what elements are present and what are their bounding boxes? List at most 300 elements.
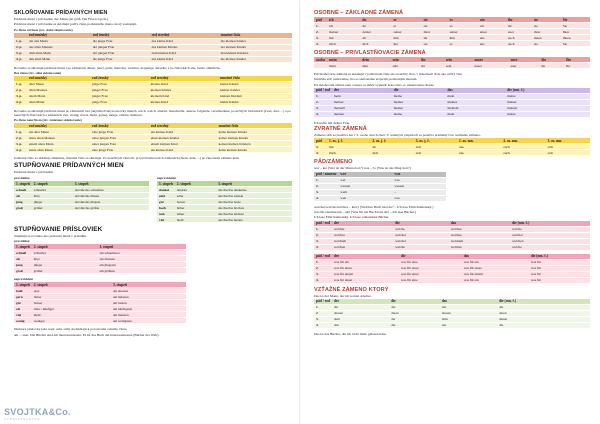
table-cell: keinen kleinen Kindern [217, 141, 292, 147]
table-cell: dem kleinen Kind [150, 50, 219, 56]
table-cell: am ältesten [97, 256, 186, 262]
heading-reflexive-pronouns: ZVRATNÉ ZÁMENÁ [314, 126, 367, 133]
table-cell: mein [332, 93, 392, 99]
table-cell: alt [14, 256, 32, 262]
table-cell: welchen [510, 238, 590, 244]
table-cell: 2. [314, 183, 338, 189]
table-cell: 3. [314, 189, 338, 195]
table-adverb-regular [14, 244, 186, 274]
table-header-cell: der [332, 299, 389, 305]
table-cell: ein kleines Kind [149, 147, 217, 153]
table-header-cell: pád / rod [316, 88, 330, 93]
note-text: Zámeno sich sa používa len v 3. osobe oboch čísel. V ostatných prípadoch sa používa príslušný tvar osobného zámena. [314, 133, 481, 138]
table-cell: mein [445, 93, 505, 99]
table-cell: welcher [332, 226, 393, 232]
table-cell: viel [157, 217, 175, 223]
heading-adjective-declension: SKLOŇOVANIE PRÍDAVNÝCH MIEN [14, 10, 108, 16]
table-header-cell: es [448, 17, 478, 23]
table-cell: seiner [392, 29, 422, 35]
table-cell: wenig [14, 318, 32, 324]
table-cell: was [392, 177, 446, 183]
table-cell: ein kleines Kind [149, 129, 217, 135]
table-cell: altem Mann [27, 93, 90, 99]
table-cell: ihrer [422, 29, 448, 35]
table-cell: der/die/das edelste [216, 193, 292, 199]
table-cell: welcher [510, 232, 590, 238]
table-possessive-declension [314, 88, 590, 118]
table-cell: 4. [314, 150, 327, 156]
table-cell: besser [175, 199, 216, 205]
table-cell: 4. [314, 244, 332, 250]
heading-interrogative: PÁD/ZÁMENO [314, 159, 353, 166]
table-cell: euch [506, 41, 532, 47]
table-cell: Sie [561, 41, 590, 47]
table-cell: dessen [440, 310, 497, 316]
heading-possessive-pronouns: OSOBNÉ – PRIVLASTŇOVACIE ZÁMENÁ [314, 50, 426, 56]
table-cell: 3. p. [14, 50, 27, 56]
intro-text: Prídavné mená v prívlastku: [14, 169, 54, 174]
table-cell: 3. [314, 316, 332, 322]
table-row [314, 150, 590, 156]
table-row [314, 195, 446, 201]
table-cell: keine kleinen Kinder [217, 129, 292, 135]
table-header-cell: euer [509, 57, 540, 63]
table-cell: 1. [314, 177, 338, 183]
table-cell: hoch [157, 205, 175, 211]
table-cell: das [440, 322, 497, 328]
table-cell: der [332, 304, 389, 310]
table-row [314, 111, 590, 117]
table-cell: deren [389, 310, 440, 316]
subheading: Po člene neurčitom (tzv. zmiešané skloňovanie) [14, 118, 82, 123]
subheading: Po člene určitom (tzv. slabé skloňovanie) [14, 27, 73, 32]
table-cell: 2. [314, 310, 332, 316]
table-cell: 1. [314, 93, 332, 99]
table-cell: alter Mann [27, 81, 90, 87]
table-cell: sich [546, 150, 590, 156]
table-header-cell: das [440, 299, 497, 305]
table-cell: euch [501, 144, 545, 150]
table-cell: unser [478, 29, 506, 35]
table-cell: was für ein [332, 259, 399, 265]
table-cell: kleinen Kindes [149, 87, 219, 93]
table-cell: alt [14, 193, 32, 199]
table-cell: wen [338, 195, 392, 201]
table-cell: der kleinen Kinder [219, 44, 292, 50]
table-cell: der/die/das jüngste [73, 199, 149, 205]
table-welcher [314, 221, 590, 251]
table-cell: welches [449, 244, 510, 250]
table-cell: der [389, 316, 440, 322]
table-personal-pronouns [314, 17, 590, 47]
table-cell: welches [449, 232, 510, 238]
table-cell: dem alten Mann [27, 50, 91, 56]
publisher-logo-text: SVOJTKA&Co. [4, 407, 71, 417]
table-cell: der/die/das höchste [216, 205, 292, 211]
table-cell: was für einer [399, 265, 462, 271]
table-header-cell: der [332, 221, 393, 227]
table-cell: junger Frau [90, 93, 149, 99]
table-cell: das [440, 304, 497, 310]
table-cell: einer jungen Frau [90, 135, 149, 141]
table-header-cell: rod mužský [27, 123, 90, 129]
table-cell: sich [414, 150, 457, 156]
table-cell: mir [327, 144, 370, 150]
table-header-cell: pád / zámeno [316, 172, 337, 177]
table-cell: uns [478, 35, 506, 41]
table-header-cell: der [332, 254, 399, 260]
table-cell: er [392, 23, 422, 29]
right-page [300, 0, 600, 424]
table-header-cell: 2. os. mn. [501, 138, 545, 144]
table-cell: mich [327, 150, 370, 156]
table-cell: größer [32, 268, 98, 274]
table-cell: welches [332, 232, 393, 238]
table-header-cell: pád / rod [316, 221, 330, 226]
table-cell: keiner kleinen Kinder [217, 135, 292, 141]
table-cell: ihrer [532, 29, 561, 35]
note-text: Nemôžu stáť samostatne, iba so samostatne stojacim podstatným menom. [314, 77, 418, 82]
heading-adjective-comparison: STUPŇOVANIE PRÍDAVNÝCH MIEN [14, 161, 124, 169]
table-cell: denen [497, 316, 590, 322]
table-header-cell: die [389, 299, 440, 305]
table-cell: der alte Mann [27, 38, 91, 44]
table-cell: einer jungen Frau [90, 141, 149, 147]
table-cell: was für einem [462, 271, 529, 277]
table-header-cell: 3. stupeň [97, 244, 186, 250]
table-cell: eines alten Mannes [27, 135, 90, 141]
table-header-cell: 3. os. j. č. [414, 138, 457, 144]
table-cell: was für einem [332, 271, 399, 277]
table-cell: am meisten [111, 312, 186, 318]
table-cell: meiner [505, 99, 590, 105]
table-cell: was für [529, 277, 590, 283]
table-cell: 3. [314, 105, 332, 111]
note-text: am ... sten. Die Bücher sind am interessantesten. Es ist das Buch am interessantesten (Bücher der Welt). [14, 332, 160, 337]
table-cell: meine [505, 111, 590, 117]
table-cell: weniger [32, 318, 111, 324]
note-text: welcher/welche/welches – ktorý (Welches Buch hast du? – Ich lese Emil Kamenský.) [314, 204, 434, 209]
table-cell: nah [157, 211, 175, 217]
note-text: Das ist das Bücher, die ich nicht mehr gelesen habe. [314, 331, 387, 336]
table-header-cell: 1. stupeň [16, 181, 30, 186]
table-cell: was für [529, 265, 590, 271]
table-cell: kleine Kinder [218, 99, 292, 105]
table-relative-pronoun [314, 299, 590, 329]
table-cell: höher [175, 205, 216, 211]
table-cell: die [389, 304, 440, 310]
publisher-logo [4, 407, 71, 421]
table-cell: dir [370, 144, 413, 150]
table-header-cell: 1. stupeň [16, 282, 30, 287]
table-cell: mehr [175, 217, 216, 223]
table-cell: 4. [314, 277, 332, 283]
table-cell: meiner [327, 29, 360, 35]
table-cell: 2. [314, 29, 327, 35]
table-cell: sein [391, 63, 420, 69]
table-cell: dunkel [157, 187, 175, 193]
table-possessive-persons [314, 57, 590, 69]
table-cell: am liebsten [111, 294, 186, 300]
table-cell: uns [457, 150, 501, 156]
table-cell: Ihrer [561, 29, 590, 35]
table-comparison-irregular [157, 181, 292, 223]
table-cell: dich [370, 150, 413, 156]
table-cell: die kleinen Kinder [219, 38, 292, 44]
table-cell: 1. [314, 259, 332, 265]
table-cell: der/die/das beste [216, 199, 292, 205]
table-header-cell: ihr [540, 57, 565, 63]
table-cell: des kleinen Kindes [150, 44, 219, 50]
table-cell: 4. p. [14, 56, 27, 62]
table-row [14, 56, 292, 62]
table-cell: groß [14, 268, 32, 274]
table-cell: die [389, 322, 440, 328]
table-cell: 3. p. [14, 93, 27, 99]
table-header-cell: 1. stupeň [16, 244, 30, 249]
table-cell: Ihr [564, 63, 590, 69]
table-cell: die junge Frau [91, 56, 150, 62]
table-header-cell: 1. os. j. č. [327, 138, 370, 144]
table-header-cell: pád [314, 17, 327, 23]
table-header-cell: 2. stupeň [175, 181, 216, 187]
table-row [314, 277, 590, 283]
table-header-cell: der [332, 88, 392, 94]
table-cell: welchem [449, 238, 510, 244]
table-header-cell: rod stredný [149, 123, 217, 129]
heading-relative-pronoun: VZŤAŽNÉ ZÁMENO KTORÝ [314, 286, 389, 293]
table-cell: alten Mann [27, 99, 90, 105]
table-cell: 1. p. [14, 38, 27, 44]
table-header-cell: 2. stupeň [32, 181, 73, 187]
note-text: wer – kto (Wer ist der Mann dort?) was – čo (Was ist das Ding dort?) [314, 166, 411, 171]
table-cell: edler [175, 193, 216, 199]
table-header-cell: sein [391, 57, 420, 63]
table-cell: ihr [506, 23, 532, 29]
table-cell: alten Mannes [27, 87, 90, 93]
table-cell: 4. [314, 41, 327, 47]
table-cell: seiner [448, 29, 478, 35]
table-cell: am größten [97, 268, 186, 274]
table-cell: was für eines [462, 265, 529, 271]
table-cell: die [497, 304, 590, 310]
table-cell: jünger [32, 199, 73, 205]
table-header-cell: sein [444, 57, 473, 63]
table-cell: ihm [392, 35, 422, 41]
table-header-cell: 1. os. mn. [457, 138, 501, 144]
note-text: Niektoré príslovky (ako napr. sehr, still) dochádzajú k porovnaniu vetného člena. [14, 327, 128, 332]
label-irregular: nepravidelné [157, 176, 176, 181]
table-cell: du [360, 23, 391, 29]
table-header-cell: ich [327, 17, 360, 23]
intro-text: Stupňujú sa rovnako ako prídavné mená v prísudku. [14, 234, 87, 239]
table-cell: am wenigsten [111, 318, 186, 324]
table-header-cell: ihr [506, 17, 532, 23]
table-cell: schneller [32, 250, 98, 256]
table-cell: deiner [360, 29, 391, 35]
table-cell: ihr [540, 63, 565, 69]
table-cell: kleinem Kind [149, 93, 219, 99]
table-cell: – [392, 189, 446, 195]
label-irregular: nepravidelné [14, 277, 33, 282]
table-cell: unser [473, 63, 509, 69]
table-cell: am schnellsten [97, 250, 186, 256]
table-cell: oft [14, 306, 32, 312]
table-header-cell: osoba [314, 57, 327, 63]
table-cell: ihm [448, 35, 478, 41]
table-header-cell: die [392, 88, 446, 94]
table-cell: eines kleinen Kindes [149, 135, 217, 141]
table-cell: dein [360, 63, 390, 69]
table-header-cell: rod ženský [90, 123, 149, 129]
table-cell: junger Frau [90, 87, 149, 93]
note-text: Ich lese Emil Kamenský. Ich lese romantické Bücher. [314, 215, 390, 220]
table-cell: was für [529, 259, 590, 265]
table-cell: bald [14, 288, 32, 294]
table-cell: den [332, 322, 389, 328]
table-header-cell: 3. os. mn. [546, 138, 590, 144]
table-cell: edel [157, 193, 175, 199]
table-cell: 2. [314, 99, 332, 105]
table-row [14, 268, 186, 274]
table-header-cell: množné číslo [219, 33, 292, 39]
table-header-cell: die (mn. č.) [529, 254, 590, 260]
table-cell: kleines Kind [149, 99, 219, 105]
table-cell: 2. p. [14, 44, 27, 50]
table-header-cell: sie [422, 17, 448, 23]
table-header-cell: 3. stupeň [73, 181, 149, 187]
table-header-cell: wer [338, 172, 392, 178]
table-cell: welcher [393, 238, 449, 244]
table-strong-declension [14, 76, 292, 106]
note-text: was für ein/eine/ein – aký (Was für ein Buch hast du? – Ich lese Bücher.) [314, 210, 417, 215]
table-cell: näher [175, 211, 216, 217]
wer-table-wrap [314, 172, 446, 202]
table-cell: ihn [392, 41, 422, 47]
table-header-cell: das [462, 254, 529, 260]
table-cell: mir [327, 35, 360, 41]
table-cell: meiner [392, 105, 446, 111]
table-cell: es [448, 41, 478, 47]
table-cell: wessen [392, 183, 446, 189]
table-cell: den kleinen Kindern [219, 50, 292, 56]
table-cell: schnell [14, 250, 32, 256]
table-header-cell: das [445, 88, 505, 94]
table-cell: welchen [332, 244, 393, 250]
table-cell: uns [478, 41, 506, 47]
note-text: Ich treffe mit deiner Frau. [314, 120, 351, 125]
table-cell: meine [392, 93, 446, 99]
table-header-cell: množné číslo [218, 76, 292, 82]
table-cell: euer [509, 63, 540, 69]
table-cell: kleines Kind [149, 81, 219, 87]
table-cell: der/die/das älteste [73, 193, 149, 199]
table-cell: der jungen Frau [91, 50, 150, 56]
table-cell: was für eines [332, 265, 399, 271]
table-cell: älter [32, 193, 73, 199]
table-header-cell: rod mužský [27, 76, 90, 82]
table-cell: was für ein [462, 259, 529, 265]
publisher-logo-sub: VYDAVATEĽSTVO [4, 417, 41, 421]
table-cell: was für eine [399, 277, 462, 283]
table-cell: deren [497, 310, 590, 316]
table-cell: welche [510, 226, 590, 232]
table-cell: 1. [314, 304, 332, 310]
table-cell: Ihnen [561, 35, 590, 41]
table-row [157, 217, 292, 223]
table-comparison-regular [14, 181, 149, 211]
table-cell: kleiner Kinder [218, 87, 292, 93]
table-row [14, 99, 292, 105]
table-cell: sein [444, 63, 473, 69]
table-cell: keine kleinen Kinder [217, 147, 292, 153]
table-cell: der jungen Frau [91, 44, 150, 50]
table-cell: meine [392, 111, 446, 117]
table-header-cell: množné číslo [217, 123, 292, 129]
table-cell: wer [338, 177, 392, 183]
table-cell: 2. p. [14, 135, 27, 141]
table-header-cell: sie [532, 17, 561, 23]
intro-text: Prídavné mená v prívlastku sa skloňujú podľa člena podstatného mena, ktorý zastupujú. [14, 22, 138, 27]
table-header-cell: die [393, 221, 449, 227]
table-cell [314, 63, 327, 69]
table-header-cell: pád / rod [316, 254, 330, 259]
table-cell: 4. [314, 111, 332, 117]
note-text: Das ist der Mann, der im Garten arbeitet. [314, 293, 372, 298]
table-cell: eine junge Frau [90, 129, 149, 135]
table-header-cell: 2. stupeň [32, 282, 111, 288]
subheading: Bez člena (tzv. silné skloňovanie) [14, 70, 62, 75]
table-cell: 4. [314, 322, 332, 328]
table-cell: viel [14, 312, 32, 318]
table-cell: der/die/das nächste [216, 211, 292, 217]
comparison-tables [14, 175, 292, 226]
table-header-cell: ihr [419, 57, 444, 63]
table-wer-was [314, 172, 446, 202]
table-cell: meiner [392, 99, 446, 105]
table-cell: den alten Mann [27, 56, 91, 62]
heading-personal-pronouns: OSOBNÉ – ZÁKLADNÉ ZÁMENÁ [314, 10, 404, 16]
table-cell: schnell [14, 187, 32, 193]
table-cell: 1. p. [14, 81, 27, 87]
table-cell: mein [445, 111, 505, 117]
table-cell: dich [360, 41, 391, 47]
table-cell: die [497, 322, 590, 328]
table-cell: was [392, 195, 446, 201]
table-header-cell: 2. os. j. č. [370, 138, 413, 144]
table-header-cell: unser [473, 57, 509, 63]
table-cell: 4. p. [14, 99, 27, 105]
table-header-cell: 1. stupeň [159, 181, 173, 186]
table-header-cell: mein [327, 57, 360, 63]
table-cell: was für einen [332, 277, 399, 283]
table-cell: wessen [338, 183, 392, 189]
table-row [314, 41, 590, 47]
table-cell: 1. [314, 226, 332, 232]
table-cell: sie [532, 41, 561, 47]
table-cell: mein [327, 63, 360, 69]
table-cell: meine [505, 93, 590, 99]
table-cell: jung [14, 199, 32, 205]
table-header-cell: dein [360, 57, 390, 63]
table-cell: junge Frau [90, 81, 149, 87]
table-cell: was für ein [462, 277, 529, 283]
table-cell: 2. [314, 265, 332, 271]
table-cell: welche [393, 226, 449, 232]
table-header-cell: 2. stupeň [32, 244, 98, 250]
note-text: Rovnako sa skloňujú prídavné mená i po zámenách dieser, jener, jeder, mancher, welcher, derjenige, derselbe a po číslovkách alle, beide, sämtliche. [14, 65, 221, 70]
table-cell: ihr [419, 63, 444, 69]
